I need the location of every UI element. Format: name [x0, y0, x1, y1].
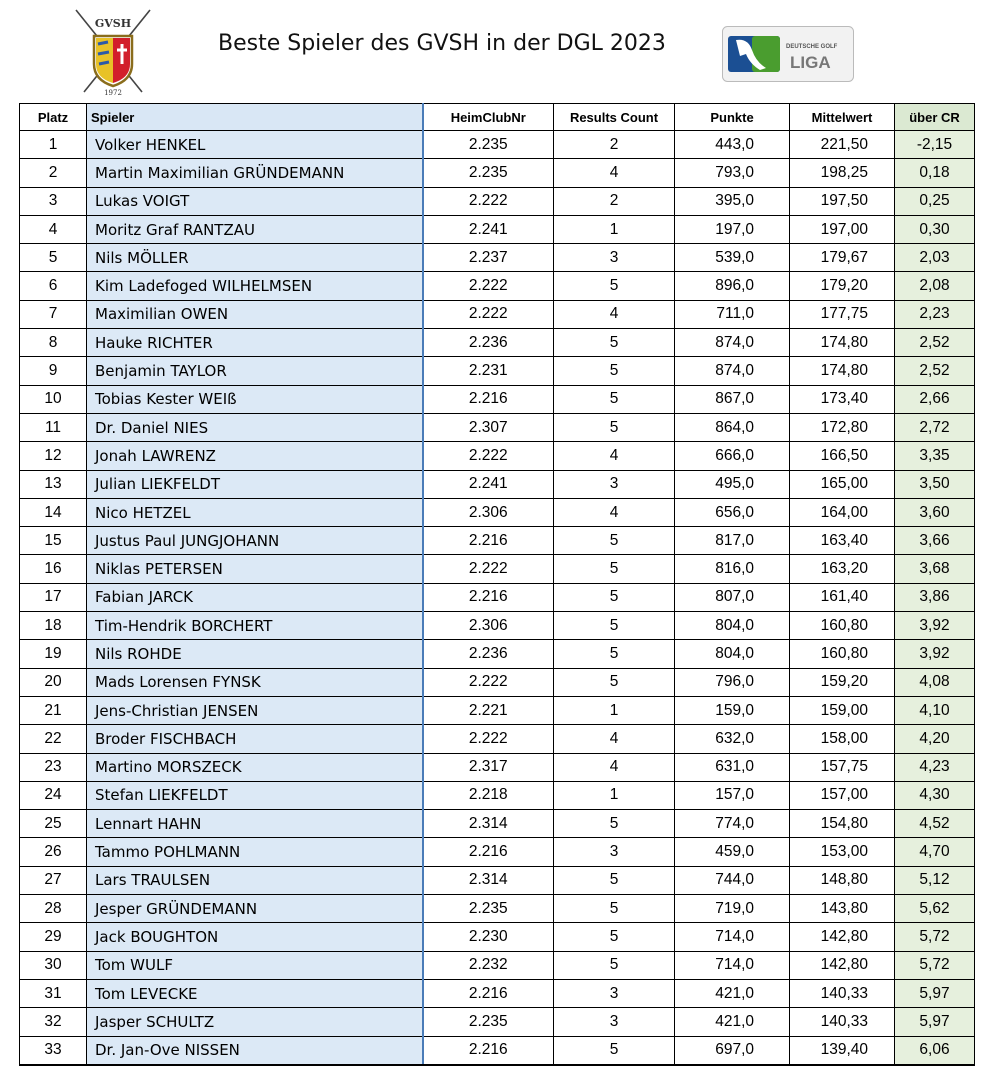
cell-mittelwert: 163,40 — [790, 527, 895, 555]
cell-mittelwert: 159,20 — [790, 668, 895, 696]
cell-ueber-cr: 3,92 — [895, 612, 975, 640]
cell-platz: 13 — [20, 470, 87, 498]
cell-platz: 15 — [20, 527, 87, 555]
table-row — [20, 329, 975, 357]
cell-mittelwert: 158,00 — [790, 725, 895, 753]
cell-results-count: 5 — [554, 951, 675, 979]
table-row — [20, 244, 975, 272]
cell-spieler: Nils MÖLLER — [87, 244, 423, 272]
table-row — [20, 583, 975, 611]
table-row — [20, 923, 975, 951]
deutsche-golf-liga-logo — [722, 26, 854, 82]
cell-spieler: Dr. Daniel NIES — [87, 413, 423, 441]
cell-spieler: Tom WULF — [87, 951, 423, 979]
table-row — [20, 131, 975, 159]
cell-results-count: 4 — [554, 300, 675, 328]
cell-ueber-cr: 3,86 — [895, 583, 975, 611]
cell-results-count: 5 — [554, 385, 675, 413]
cell-ueber-cr: 2,52 — [895, 357, 975, 385]
table-row — [20, 979, 975, 1007]
cell-punkte: 631,0 — [675, 753, 790, 781]
cell-spieler: Jens-Christian JENSEN — [87, 696, 423, 724]
cell-punkte: 874,0 — [675, 357, 790, 385]
cell-results-count: 4 — [554, 753, 675, 781]
table-row — [20, 187, 975, 215]
cell-spieler: Dr. Jan-Ove NISSEN — [87, 1036, 423, 1065]
table-row — [20, 413, 975, 441]
cell-results-count: 5 — [554, 329, 675, 357]
cell-mittelwert: 163,20 — [790, 555, 895, 583]
column-header-punkte[interactable]: Punkte — [675, 104, 790, 131]
cell-results-count: 5 — [554, 923, 675, 951]
cell-ueber-cr: 5,12 — [895, 866, 975, 894]
cell-punkte: 697,0 — [675, 1036, 790, 1065]
cell-results-count: 5 — [554, 895, 675, 923]
cell-ueber-cr: 4,52 — [895, 810, 975, 838]
cell-mittelwert: 142,80 — [790, 951, 895, 979]
cell-results-count: 5 — [554, 413, 675, 441]
cell-ueber-cr: 0,25 — [895, 187, 975, 215]
cell-ueber-cr: -2,15 — [895, 131, 975, 159]
cell-heimclubnr: 2.314 — [423, 810, 554, 838]
cell-punkte: 864,0 — [675, 413, 790, 441]
cell-heimclubnr: 2.306 — [423, 612, 554, 640]
cell-heimclubnr: 2.231 — [423, 357, 554, 385]
cell-results-count: 5 — [554, 866, 675, 894]
cell-platz: 30 — [20, 951, 87, 979]
cell-punkte: 157,0 — [675, 781, 790, 809]
cell-results-count: 5 — [554, 612, 675, 640]
cell-mittelwert: 165,00 — [790, 470, 895, 498]
cell-mittelwert: 164,00 — [790, 498, 895, 526]
cell-ueber-cr: 3,92 — [895, 640, 975, 668]
cell-spieler: Martino MORSZECK — [87, 753, 423, 781]
cell-punkte: 874,0 — [675, 329, 790, 357]
cell-ueber-cr: 3,68 — [895, 555, 975, 583]
cell-punkte: 714,0 — [675, 923, 790, 951]
cell-spieler: Lars TRAULSEN — [87, 866, 423, 894]
cell-punkte: 656,0 — [675, 498, 790, 526]
cell-punkte: 421,0 — [675, 979, 790, 1007]
cell-spieler: Maximilian OWEN — [87, 300, 423, 328]
cell-results-count: 4 — [554, 498, 675, 526]
cell-mittelwert: 140,33 — [790, 979, 895, 1007]
cell-results-count: 1 — [554, 781, 675, 809]
page-title: Beste Spieler des GVSH in der DGL 2023 — [218, 31, 666, 56]
cell-platz: 16 — [20, 555, 87, 583]
cell-ueber-cr: 0,18 — [895, 159, 975, 187]
cell-results-count: 3 — [554, 1008, 675, 1036]
cell-heimclubnr: 2.235 — [423, 159, 554, 187]
cell-ueber-cr: 4,20 — [895, 725, 975, 753]
cell-ueber-cr: 3,60 — [895, 498, 975, 526]
cell-heimclubnr: 2.216 — [423, 583, 554, 611]
cell-platz: 3 — [20, 187, 87, 215]
cell-heimclubnr: 2.222 — [423, 272, 554, 300]
cell-spieler: Tammo POHLMANN — [87, 838, 423, 866]
cell-results-count: 3 — [554, 470, 675, 498]
cell-heimclubnr: 2.314 — [423, 866, 554, 894]
cell-platz: 33 — [20, 1036, 87, 1065]
table-row — [20, 753, 975, 781]
cell-heimclubnr: 2.235 — [423, 1008, 554, 1036]
cell-heimclubnr: 2.218 — [423, 781, 554, 809]
cell-punkte: 796,0 — [675, 668, 790, 696]
cell-results-count: 4 — [554, 725, 675, 753]
cell-spieler: Mads Lorensen FYNSK — [87, 668, 423, 696]
cell-platz: 14 — [20, 498, 87, 526]
cell-heimclubnr: 2.216 — [423, 385, 554, 413]
cell-heimclubnr: 2.236 — [423, 329, 554, 357]
cell-punkte: 421,0 — [675, 1008, 790, 1036]
cell-ueber-cr: 6,06 — [895, 1036, 975, 1065]
table-row — [20, 725, 975, 753]
cell-heimclubnr: 2.216 — [423, 979, 554, 1007]
cell-spieler: Julian LIEKFELDT — [87, 470, 423, 498]
cell-mittelwert: 160,80 — [790, 640, 895, 668]
cell-mittelwert: 157,75 — [790, 753, 895, 781]
cell-results-count: 3 — [554, 979, 675, 1007]
cell-platz: 21 — [20, 696, 87, 724]
svg-text:DEUTSCHE GOLF: DEUTSCHE GOLF — [786, 44, 838, 50]
cell-platz: 22 — [20, 725, 87, 753]
cell-mittelwert: 161,40 — [790, 583, 895, 611]
cell-results-count: 3 — [554, 244, 675, 272]
cell-mittelwert: 198,25 — [790, 159, 895, 187]
cell-spieler: Lennart HAHN — [87, 810, 423, 838]
ranking-table — [19, 103, 975, 1066]
cell-mittelwert: 153,00 — [790, 838, 895, 866]
cell-ueber-cr: 5,97 — [895, 1008, 975, 1036]
cell-mittelwert: 173,40 — [790, 385, 895, 413]
cell-platz: 2 — [20, 159, 87, 187]
cell-platz: 32 — [20, 1008, 87, 1036]
table-row — [20, 895, 975, 923]
cell-mittelwert: 139,40 — [790, 1036, 895, 1065]
cell-spieler: Nico HETZEL — [87, 498, 423, 526]
cell-platz: 19 — [20, 640, 87, 668]
cell-results-count: 5 — [554, 583, 675, 611]
svg-text:LIGA: LIGA — [790, 53, 831, 72]
column-header-results-count[interactable]: Results Count — [554, 104, 675, 131]
cell-spieler: Broder FISCHBACH — [87, 725, 423, 753]
cell-platz: 26 — [20, 838, 87, 866]
table-row — [20, 866, 975, 894]
table-row — [20, 498, 975, 526]
cell-results-count: 2 — [554, 187, 675, 215]
cell-mittelwert: 174,80 — [790, 329, 895, 357]
table-row — [20, 612, 975, 640]
table-row — [20, 555, 975, 583]
table-row — [20, 810, 975, 838]
gvsh-crest-logo — [72, 8, 154, 96]
cell-platz: 17 — [20, 583, 87, 611]
cell-punkte: 867,0 — [675, 385, 790, 413]
column-header-heimclubnr[interactable]: HeimClubNr — [423, 104, 554, 131]
cell-spieler: Martin Maximilian GRÜNDEMANN — [87, 159, 423, 187]
cell-punkte: 666,0 — [675, 442, 790, 470]
cell-spieler: Benjamin TAYLOR — [87, 357, 423, 385]
cell-ueber-cr: 0,30 — [895, 215, 975, 243]
cell-mittelwert: 148,80 — [790, 866, 895, 894]
cell-results-count: 2 — [554, 131, 675, 159]
cell-punkte: 539,0 — [675, 244, 790, 272]
cell-ueber-cr: 4,30 — [895, 781, 975, 809]
table-row — [20, 442, 975, 470]
cell-ueber-cr: 5,72 — [895, 951, 975, 979]
table-row — [20, 215, 975, 243]
cell-punkte: 719,0 — [675, 895, 790, 923]
cell-results-count: 5 — [554, 640, 675, 668]
cell-spieler: Fabian JARCK — [87, 583, 423, 611]
cell-platz: 23 — [20, 753, 87, 781]
cell-heimclubnr: 2.241 — [423, 215, 554, 243]
column-header-ueber-cr[interactable]: über CR — [895, 104, 975, 131]
cell-spieler: Volker HENKEL — [87, 131, 423, 159]
cell-ueber-cr: 4,23 — [895, 753, 975, 781]
table-row — [20, 527, 975, 555]
cell-ueber-cr: 5,97 — [895, 979, 975, 1007]
cell-results-count: 1 — [554, 215, 675, 243]
cell-heimclubnr: 2.222 — [423, 555, 554, 583]
cell-mittelwert: 177,75 — [790, 300, 895, 328]
cell-mittelwert: 142,80 — [790, 923, 895, 951]
cell-heimclubnr: 2.232 — [423, 951, 554, 979]
cell-platz: 18 — [20, 612, 87, 640]
cell-platz: 9 — [20, 357, 87, 385]
cell-ueber-cr: 2,66 — [895, 385, 975, 413]
cell-punkte: 197,0 — [675, 215, 790, 243]
svg-text:1972: 1972 — [104, 89, 122, 96]
table-row — [20, 470, 975, 498]
cell-ueber-cr: 2,52 — [895, 329, 975, 357]
cell-mittelwert: 197,50 — [790, 187, 895, 215]
cell-mittelwert: 179,67 — [790, 244, 895, 272]
cell-heimclubnr: 2.241 — [423, 470, 554, 498]
cell-spieler: Nils ROHDE — [87, 640, 423, 668]
cell-mittelwert: 221,50 — [790, 131, 895, 159]
table-row — [20, 385, 975, 413]
cell-punkte: 495,0 — [675, 470, 790, 498]
cell-mittelwert: 179,20 — [790, 272, 895, 300]
table-row — [20, 696, 975, 724]
cell-punkte: 804,0 — [675, 612, 790, 640]
cell-spieler: Lukas VOIGT — [87, 187, 423, 215]
cell-heimclubnr: 2.222 — [423, 300, 554, 328]
cell-mittelwert: 159,00 — [790, 696, 895, 724]
cell-punkte: 159,0 — [675, 696, 790, 724]
table-row — [20, 781, 975, 809]
cell-ueber-cr: 2,03 — [895, 244, 975, 272]
cell-ueber-cr: 2,72 — [895, 413, 975, 441]
cell-ueber-cr: 3,66 — [895, 527, 975, 555]
cell-punkte: 711,0 — [675, 300, 790, 328]
cell-punkte: 632,0 — [675, 725, 790, 753]
cell-punkte: 443,0 — [675, 131, 790, 159]
cell-results-count: 3 — [554, 838, 675, 866]
cell-punkte: 807,0 — [675, 583, 790, 611]
table-row — [20, 1008, 975, 1036]
cell-ueber-cr: 5,62 — [895, 895, 975, 923]
cell-heimclubnr: 2.222 — [423, 725, 554, 753]
cell-results-count: 4 — [554, 159, 675, 187]
cell-spieler: Hauke RICHTER — [87, 329, 423, 357]
table-row — [20, 838, 975, 866]
cell-platz: 5 — [20, 244, 87, 272]
cell-ueber-cr: 4,10 — [895, 696, 975, 724]
cell-punkte: 804,0 — [675, 640, 790, 668]
cell-mittelwert: 174,80 — [790, 357, 895, 385]
cell-heimclubnr: 2.235 — [423, 131, 554, 159]
table-header-row — [20, 104, 975, 131]
cell-results-count: 5 — [554, 1036, 675, 1065]
cell-platz: 29 — [20, 923, 87, 951]
cell-ueber-cr: 4,08 — [895, 668, 975, 696]
cell-results-count: 5 — [554, 668, 675, 696]
ranking-table-body — [20, 131, 975, 1065]
cell-ueber-cr: 2,08 — [895, 272, 975, 300]
table-row — [20, 357, 975, 385]
cell-heimclubnr: 2.230 — [423, 923, 554, 951]
cell-spieler: Jesper GRÜNDEMANN — [87, 895, 423, 923]
cell-spieler: Tom LEVECKE — [87, 979, 423, 1007]
cell-ueber-cr: 4,70 — [895, 838, 975, 866]
cell-results-count: 1 — [554, 696, 675, 724]
cell-spieler: Tim-Hendrik BORCHERT — [87, 612, 423, 640]
cell-heimclubnr: 2.221 — [423, 696, 554, 724]
cell-results-count: 5 — [554, 810, 675, 838]
cell-platz: 7 — [20, 300, 87, 328]
table-row — [20, 1036, 975, 1065]
cell-platz: 4 — [20, 215, 87, 243]
cell-mittelwert: 197,00 — [790, 215, 895, 243]
cell-platz: 10 — [20, 385, 87, 413]
cell-heimclubnr: 2.306 — [423, 498, 554, 526]
cell-ueber-cr: 5,72 — [895, 923, 975, 951]
cell-heimclubnr: 2.222 — [423, 187, 554, 215]
cell-punkte: 793,0 — [675, 159, 790, 187]
cell-results-count: 5 — [554, 357, 675, 385]
cell-platz: 11 — [20, 413, 87, 441]
cell-mittelwert: 166,50 — [790, 442, 895, 470]
svg-text:GVSH: GVSH — [94, 17, 132, 30]
cell-mittelwert: 154,80 — [790, 810, 895, 838]
cell-heimclubnr: 2.216 — [423, 1036, 554, 1065]
cell-spieler: Tobias Kester WEIß — [87, 385, 423, 413]
cell-heimclubnr: 2.222 — [423, 442, 554, 470]
cell-ueber-cr: 3,35 — [895, 442, 975, 470]
cell-punkte: 395,0 — [675, 187, 790, 215]
cell-heimclubnr: 2.317 — [423, 753, 554, 781]
cell-platz: 1 — [20, 131, 87, 159]
cell-results-count: 4 — [554, 442, 675, 470]
cell-spieler: Jonah LAWRENZ — [87, 442, 423, 470]
cell-platz: 24 — [20, 781, 87, 809]
cell-punkte: 744,0 — [675, 866, 790, 894]
cell-spieler: Jack BOUGHTON — [87, 923, 423, 951]
cell-heimclubnr: 2.216 — [423, 838, 554, 866]
cell-heimclubnr: 2.216 — [423, 527, 554, 555]
cell-platz: 25 — [20, 810, 87, 838]
cell-punkte: 817,0 — [675, 527, 790, 555]
cell-platz: 8 — [20, 329, 87, 357]
table-row — [20, 668, 975, 696]
cell-heimclubnr: 2.237 — [423, 244, 554, 272]
column-header-mittelwert[interactable]: Mittelwert — [790, 104, 895, 131]
cell-platz: 6 — [20, 272, 87, 300]
table-row — [20, 300, 975, 328]
cell-punkte: 816,0 — [675, 555, 790, 583]
cell-spieler: Niklas PETERSEN — [87, 555, 423, 583]
cell-heimclubnr: 2.307 — [423, 413, 554, 441]
cell-platz: 20 — [20, 668, 87, 696]
cell-results-count: 5 — [554, 555, 675, 583]
cell-mittelwert: 160,80 — [790, 612, 895, 640]
cell-results-count: 5 — [554, 272, 675, 300]
table-row — [20, 159, 975, 187]
column-header-spieler[interactable]: Spieler — [87, 104, 423, 131]
cell-platz: 31 — [20, 979, 87, 1007]
cell-mittelwert: 172,80 — [790, 413, 895, 441]
cell-spieler: Kim Ladefoged WILHELMSEN — [87, 272, 423, 300]
table-row — [20, 272, 975, 300]
cell-punkte: 459,0 — [675, 838, 790, 866]
cell-ueber-cr: 3,50 — [895, 470, 975, 498]
cell-punkte: 774,0 — [675, 810, 790, 838]
table-row — [20, 640, 975, 668]
table-row — [20, 951, 975, 979]
cell-heimclubnr: 2.236 — [423, 640, 554, 668]
cell-spieler: Moritz Graf RANTZAU — [87, 215, 423, 243]
cell-platz: 28 — [20, 895, 87, 923]
page-header — [0, 0, 994, 102]
cell-spieler: Stefan LIEKFELDT — [87, 781, 423, 809]
cell-results-count: 5 — [554, 527, 675, 555]
cell-platz: 27 — [20, 866, 87, 894]
cell-spieler: Justus Paul JUNGJOHANN — [87, 527, 423, 555]
cell-heimclubnr: 2.222 — [423, 668, 554, 696]
cell-punkte: 714,0 — [675, 951, 790, 979]
cell-spieler: Jasper SCHULTZ — [87, 1008, 423, 1036]
cell-ueber-cr: 2,23 — [895, 300, 975, 328]
cell-punkte: 896,0 — [675, 272, 790, 300]
cell-mittelwert: 140,33 — [790, 1008, 895, 1036]
cell-mittelwert: 157,00 — [790, 781, 895, 809]
cell-platz: 12 — [20, 442, 87, 470]
cell-heimclubnr: 2.235 — [423, 895, 554, 923]
cell-mittelwert: 143,80 — [790, 895, 895, 923]
column-header-platz[interactable]: Platz — [20, 104, 87, 131]
